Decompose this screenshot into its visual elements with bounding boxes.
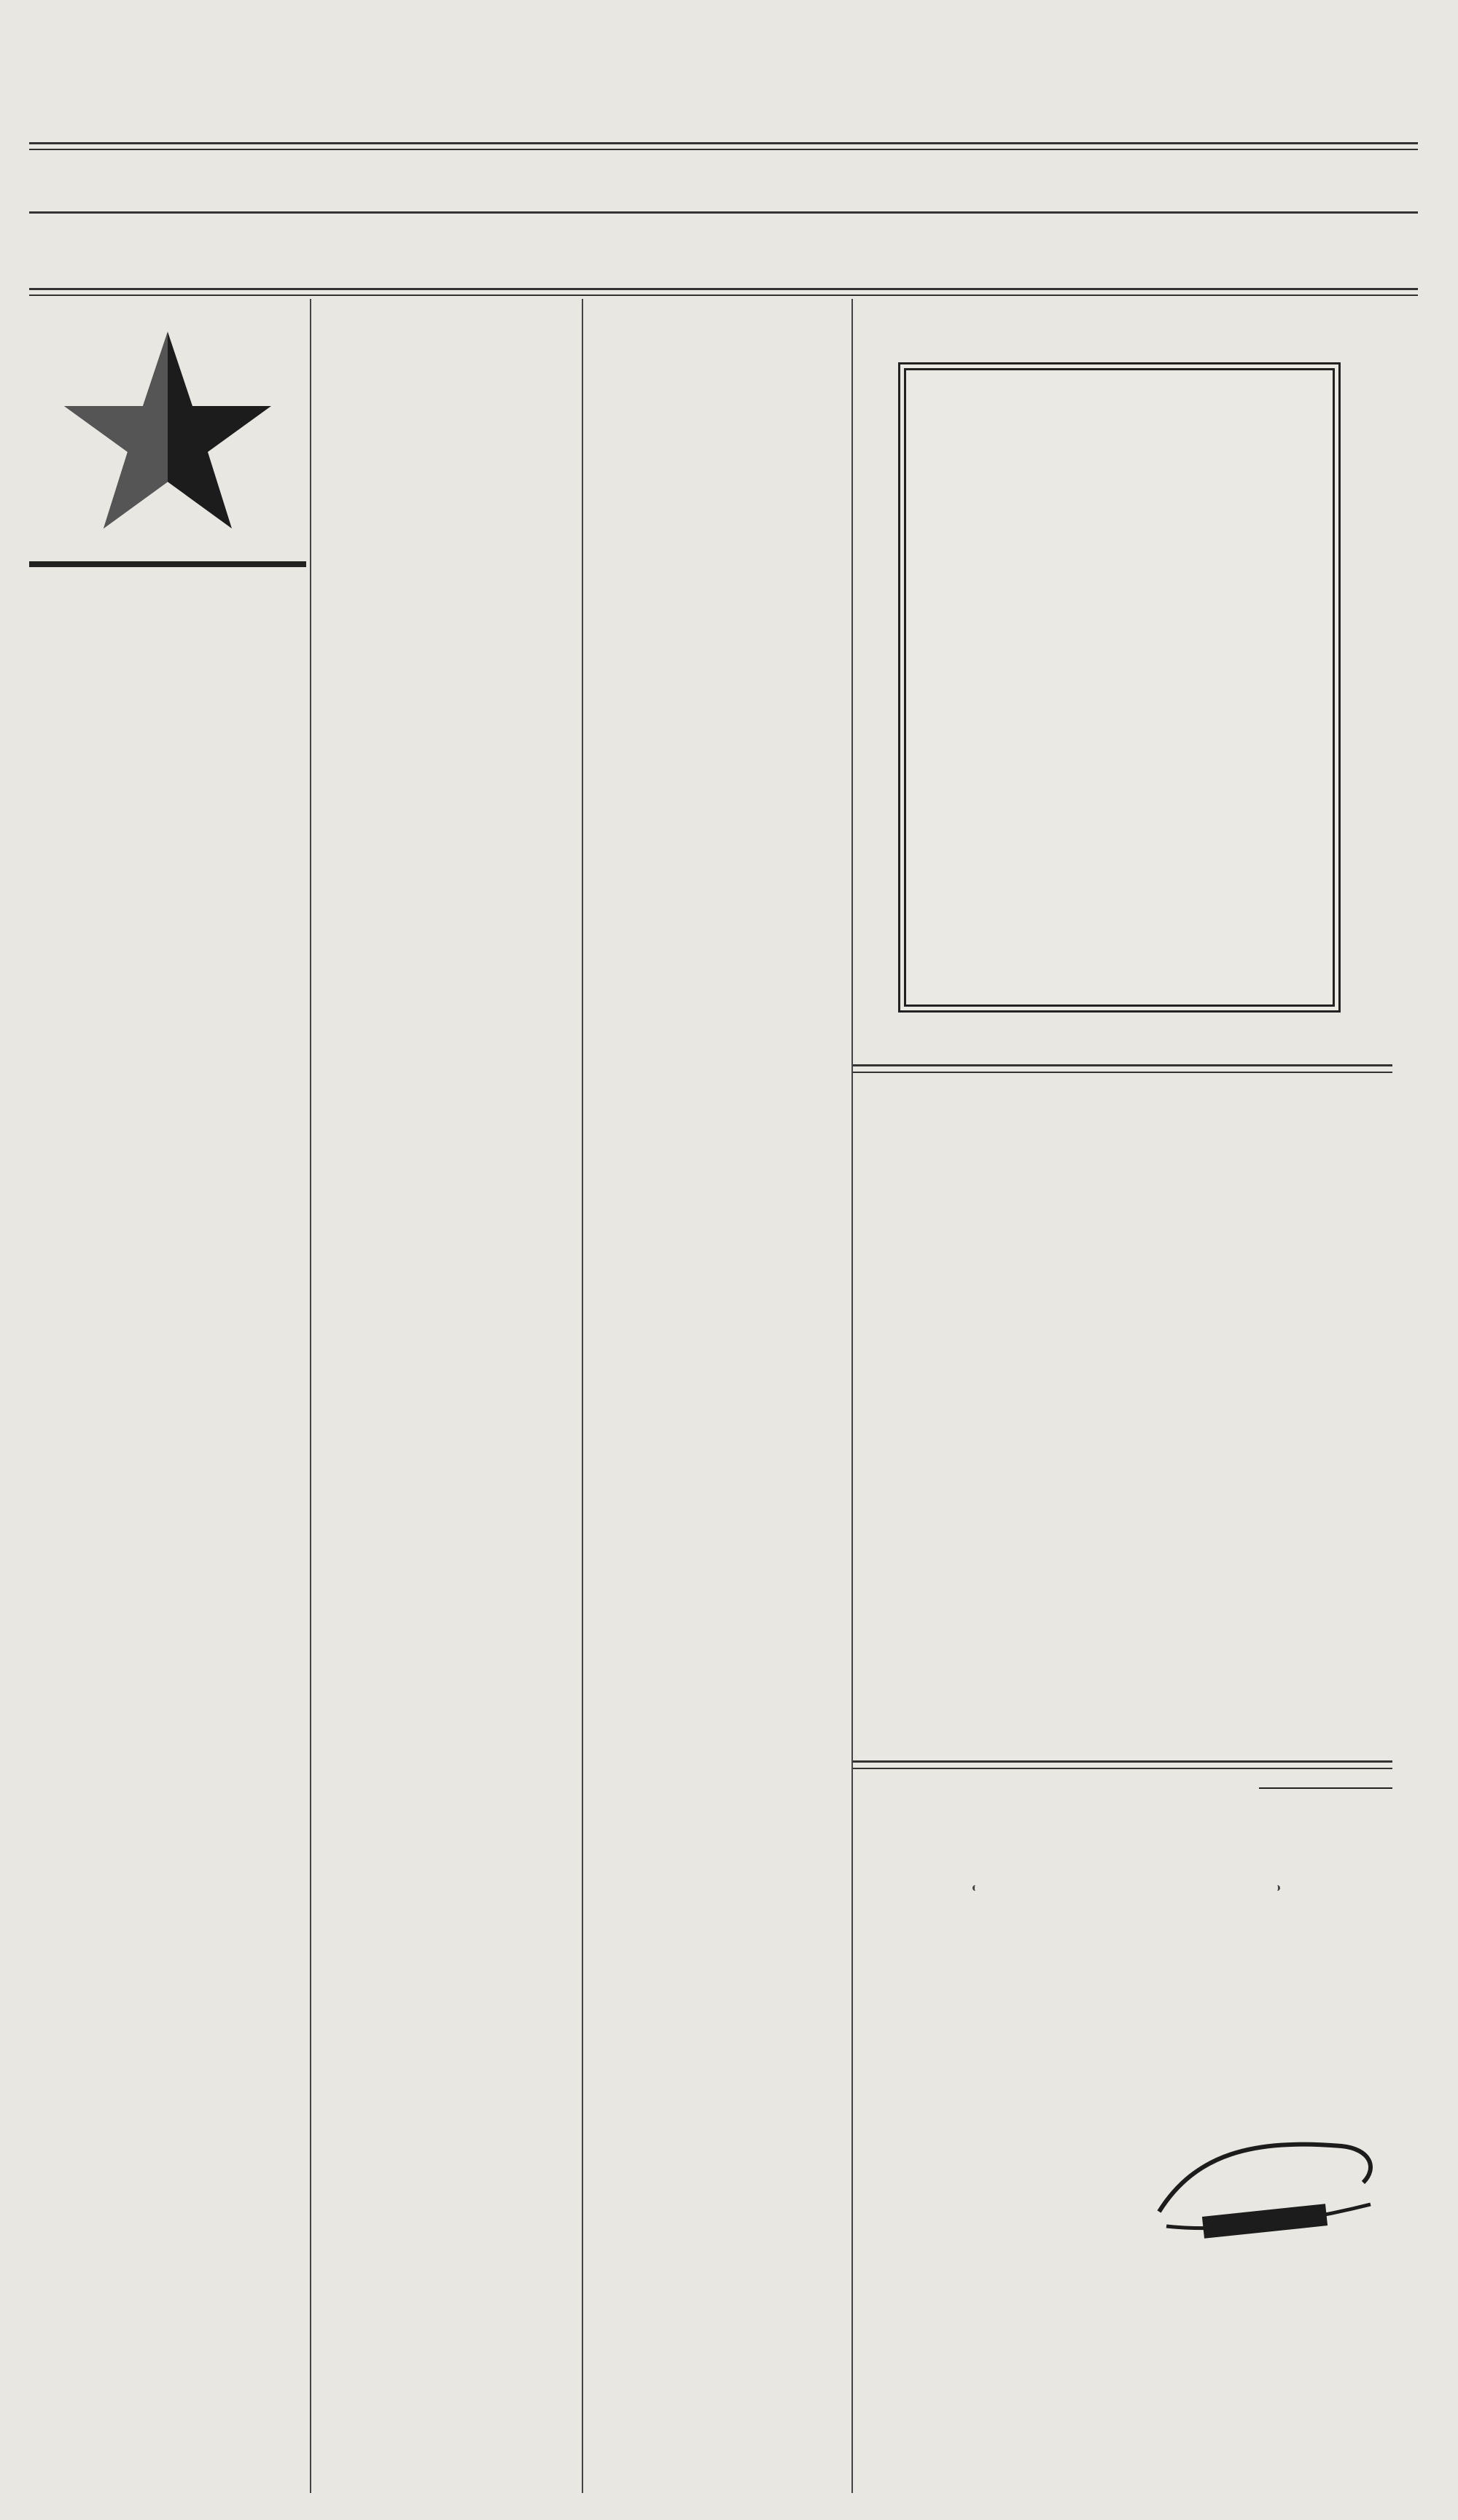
frank-wilson-ad xyxy=(904,368,1335,1007)
negligee-wrap xyxy=(906,386,1333,452)
column-rule xyxy=(310,299,311,2493)
dateline-rule-2 xyxy=(29,294,1418,296)
ad-divider xyxy=(853,1072,1392,1073)
subhead-rule xyxy=(29,211,1418,214)
dress-goods-wrap xyxy=(859,1093,1391,1195)
langs-logo-flourish-icon xyxy=(1152,2124,1385,2241)
star-icon xyxy=(58,324,277,543)
clothing-banner xyxy=(29,558,306,667)
column-observations xyxy=(592,305,843,315)
spring-1896-wrap xyxy=(29,676,306,756)
column-north-carolina xyxy=(321,305,572,318)
column-rule xyxy=(582,299,583,2493)
ad-divider xyxy=(853,1768,1392,1769)
dateline-rule xyxy=(29,288,1418,290)
langs-logo xyxy=(1152,2124,1385,2241)
ladies-wrap xyxy=(29,817,306,897)
ad-divider xyxy=(853,1760,1392,1763)
white-wrap xyxy=(906,456,1333,522)
masthead-rule-top-2 xyxy=(29,149,1418,150)
munford-name-wrap xyxy=(29,910,306,980)
slippers-small-1 xyxy=(1261,1787,1392,1789)
troubles-box xyxy=(972,1885,1280,1891)
langs-slippers-ad xyxy=(860,1779,1392,2270)
ricks-taft-ad xyxy=(859,1079,1391,1315)
masthead-rule-top xyxy=(29,142,1418,144)
munford-ad xyxy=(29,310,306,991)
langs-wrap xyxy=(860,1910,1392,1968)
ad-divider xyxy=(853,1064,1392,1066)
clothing-text xyxy=(29,561,306,567)
clothing-wrap xyxy=(859,1198,1391,1300)
